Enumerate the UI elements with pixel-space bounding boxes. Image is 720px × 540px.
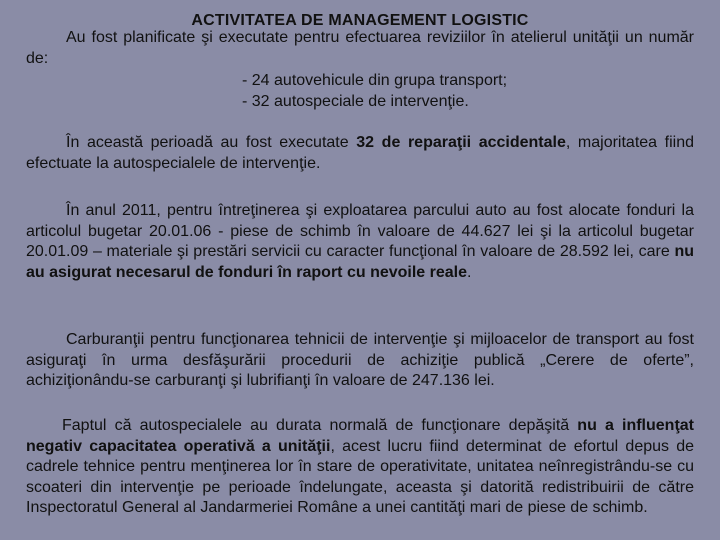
operational-text-before: Faptul că autospecialele au durata normală de funcţionare depăşită: [62, 417, 578, 434]
repairs-text-after: , majoritatea fiind efectuate la autospecialele de intervenţie.: [26, 134, 695, 172]
operational-text-bold: nu a influenţat negativ capacitatea operativă a unităţii: [26, 417, 695, 455]
list-item: - 32 autospeciale de intervenţie.: [242, 93, 469, 110]
paragraph-revisions-text: Au fost planificate şi executate pentru efectuarea reviziilor în atelierul unităţii un număr de:: [26, 29, 694, 67]
fuel-text: Carburanţii pentru funcţionarea tehnicii de intervenţie şi mijloacelor de transport au fost asiguraţi în urma desfăşurării procedurii de achiziţie publică „Cerere de oferte”, achiziţionându-se carburanţi şi lubrifianţi în valoare de 247.136 lei.: [26, 331, 694, 389]
repairs-text-bold: 32 de reparaţii accidentale: [356, 134, 566, 151]
paragraph-revisions: [26, 28, 694, 69]
paragraph-fuel: [26, 330, 694, 392]
budget-text-after: .: [467, 263, 472, 281]
repairs-text-before: În această perioadă au fost executate: [66, 134, 357, 151]
budget-text-before: În anul 2011, pentru întreţinerea şi exploatarea parcului auto au fost alocate fonduri la articolul bugetar 20.01.06 - piese de schimb în valoare de 44.627 lei şi la articolul bugetar 20.01.09 – materiale şi prestări servicii cu caracter funcţional în valoare de 28.592 lei, care: [26, 202, 694, 260]
paragraph-budget: [26, 201, 694, 283]
slide-title: ACTIVITATEA DE MANAGEMENT LOGISTIC: [191, 12, 529, 29]
operational-text-after: , acest lucru fiind determinat de efortul depus de cadrele tehnice pentru menţinerea lor în stare de operativitate, unitatea neînregistrându-se cu scoateri din intervenţie pe perioade îndelungate, aceasta şi datorită redistribuirii de către Inspectoratul General al Jandarmeriei Române a unei cantităţi mari de piese de schimb.: [26, 437, 695, 516]
budget-text-bold: nu au asigurat necesarul de fonduri în raport cu nevoile reale: [26, 243, 694, 281]
paragraph-operational: [26, 416, 694, 519]
list-item: - 24 autovehicule din grupa transport;: [242, 72, 508, 89]
paragraph-repairs: [26, 133, 694, 174]
vehicle-list: [242, 70, 507, 112]
